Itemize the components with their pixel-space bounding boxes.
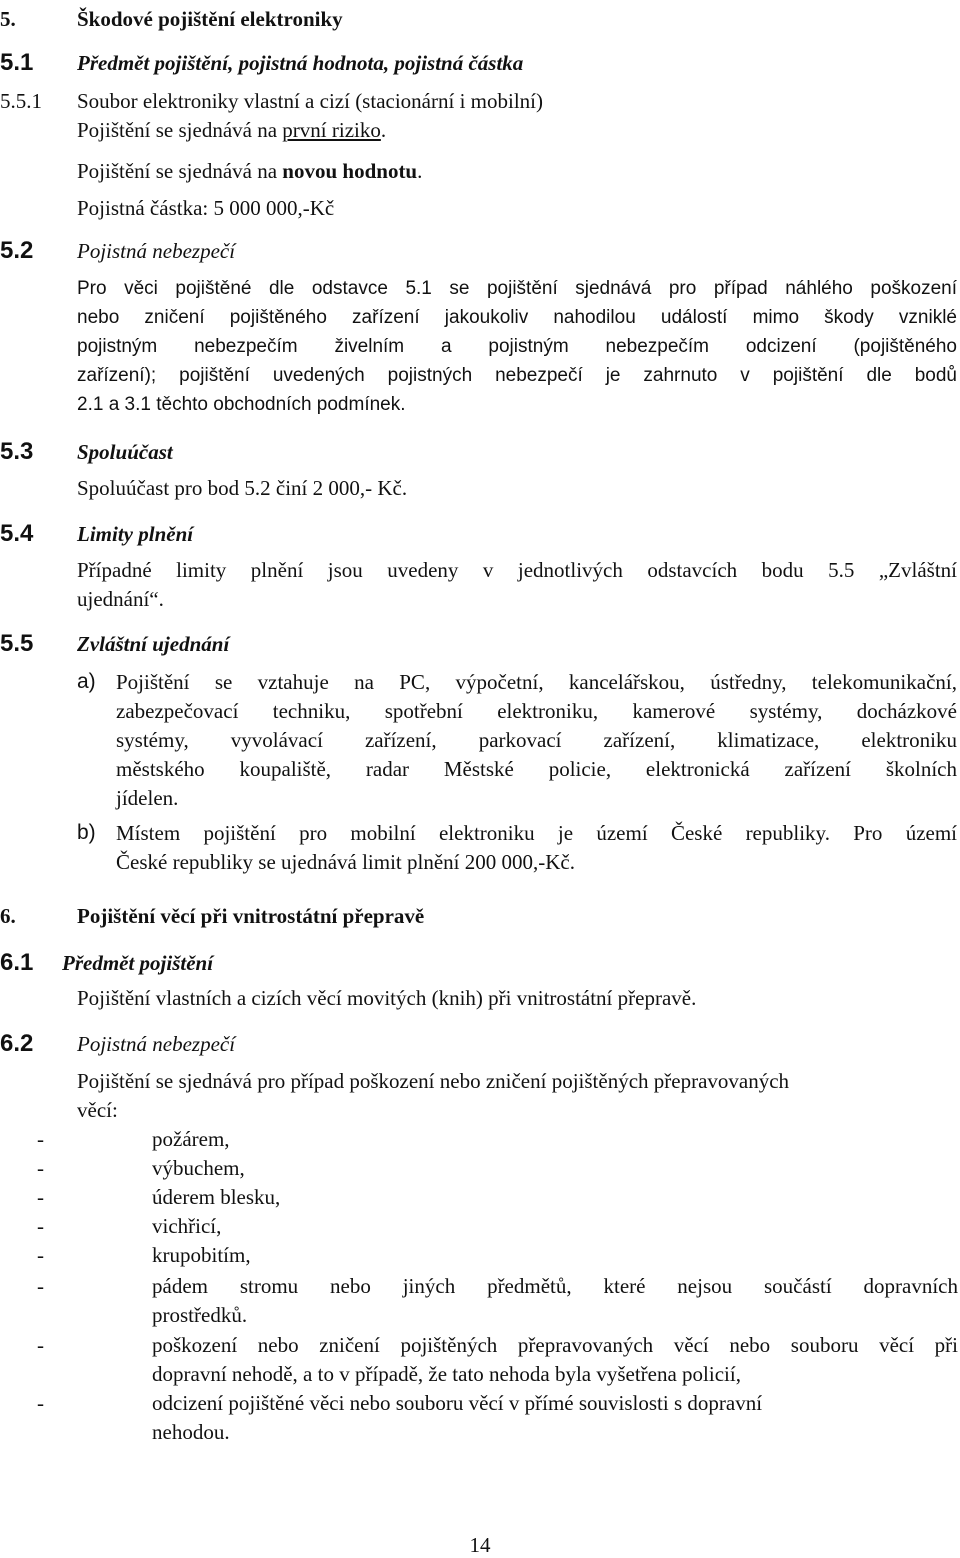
section-6-1-heading [0, 950, 213, 976]
section-number: 6.1 [0, 949, 34, 976]
section-title: Pojistná nebezpečí [77, 1032, 236, 1056]
section-number: 5.3 [0, 438, 34, 465]
paragraph-line: 2.1 a 3.1 těchto obchodních podmínek. [77, 394, 406, 415]
deductible-text: Spoluúčast pro bod 5.2 činí 2 000,- Kč. [77, 476, 408, 500]
paragraph-line: Pro věci pojištěné dle odstavce 5.1 se pojištění sjednává pro případ náhlého poškození [77, 278, 957, 299]
paragraph-line: nebo zničení pojištěného zařízení jakoukoliv nahodilou událostí mimo škody vzniklé [77, 307, 957, 328]
paragraph-line: pojistným nebezpečím živelním a pojistným nebezpečím odcizení (pojištěného [77, 336, 957, 357]
list-item: odcizení pojištěné věci nebo souboru věcí v přímé souvislosti s dopravní [152, 1391, 763, 1415]
section-5-heading [0, 6, 343, 32]
section-title: Spoluúčast [77, 440, 173, 464]
list-item: poškození nebo zničení pojištěných přepravovaných věcí nebo souboru věcí při [152, 1333, 958, 1357]
list-dash: - [37, 1127, 44, 1151]
new-value-bold: novou hodnotu [282, 159, 418, 183]
text: . [417, 159, 423, 183]
text: Pojištění se sjednává na [77, 159, 283, 183]
section-5-5-heading [0, 631, 229, 657]
section-title: Zvláštní ujednání [77, 632, 230, 656]
subsection-number: 5.5.1 [0, 89, 42, 113]
section-title: Škodové pojištění elektroniky [77, 7, 343, 31]
paragraph-line: Pojištění se vztahuje na PC, výpočetní, kancelářskou, ústředny, telekomunikační, [116, 670, 957, 694]
list-item: pádem stromu nebo jiných předmětů, které nejsou součástí dopravních [152, 1274, 958, 1298]
text: . [380, 118, 387, 142]
list-dash: - [37, 1333, 44, 1357]
paragraph-line: Pojištění se sjednává pro případ poškození nebo zničení pojištěných přepravovaných [77, 1069, 790, 1093]
item-letter: a) [77, 670, 96, 693]
subsection-title: Soubor elektroniky vlastní a cizí (stacionární i mobilní) [77, 89, 543, 113]
section-number: 6. [0, 904, 16, 928]
paragraph-line: městského koupaliště, radar Městské policie, elektronická zařízení školních [116, 757, 957, 781]
first-risk-underlined: první riziko [282, 118, 381, 142]
section-5-1-heading [0, 50, 523, 76]
subject-text: Pojištění vlastních a cizích věcí movitých (knih) při vnitrostátní přepravě. [77, 986, 697, 1010]
list-item: požárem, [152, 1127, 230, 1151]
page-number: 14 [469, 1533, 491, 1557]
paragraph-line: systémy, vyvolávací zařízení, parkovací zařízení, klimatizace, elektroniku [116, 728, 957, 752]
section-title: Limity plnění [77, 522, 194, 546]
section-title: Předmět pojištění [62, 951, 214, 975]
list-item-continuation: nehodou. [152, 1420, 230, 1444]
paragraph-line: věcí: [77, 1098, 118, 1122]
list-dash: - [37, 1391, 44, 1415]
section-number: 5.5 [0, 630, 34, 657]
section-title: Předmět pojištění, pojistná hodnota, pojistná částka [77, 51, 524, 75]
paragraph-line: Případné limity plnění jsou uvedeny v jednotlivých odstavcích bodu 5.5 „Zvláštní [77, 558, 957, 582]
paragraph-line: zabezpečovací techniku, spotřební elektroniku, kamerové systémy, docházkové [116, 699, 957, 723]
section-title: Pojistná nebezpečí [77, 239, 236, 263]
item-letter: b) [77, 821, 96, 844]
section-number: 5.1 [0, 49, 34, 76]
paragraph-line: ujednání“. [77, 587, 164, 611]
list-dash: - [37, 1274, 44, 1298]
list-dash: - [37, 1185, 44, 1209]
insured-sum-line: Pojistná částka: 5 000 000,-Kč [77, 196, 335, 220]
list-item: vichřicí, [152, 1214, 222, 1238]
section-6-2-heading [0, 1031, 235, 1057]
section-number: 5.4 [0, 520, 34, 547]
list-dash: - [37, 1156, 44, 1180]
section-5-2-heading [0, 238, 235, 264]
subsection-5-5-1-heading [0, 88, 543, 114]
list-item-continuation: prostředků. [152, 1303, 248, 1327]
paragraph-line [77, 117, 386, 143]
text: Pojištění se sjednává na [77, 118, 283, 142]
paragraph-line: jídelen. [116, 786, 179, 810]
paragraph-line [77, 158, 422, 184]
section-5-4-heading [0, 521, 193, 547]
section-number: 5.2 [0, 237, 34, 264]
section-6-heading [0, 903, 424, 929]
list-item: úderem blesku, [152, 1185, 281, 1209]
list-item: výbuchem, [152, 1156, 245, 1180]
list-dash: - [37, 1243, 44, 1267]
list-item-continuation: dopravní nehodě, a to v případě, že tato nehoda byla vyšetřena policií, [152, 1362, 741, 1386]
paragraph-line: České republiky se ujednává limit plnění 200 000,-Kč. [116, 850, 575, 874]
paragraph-line: zařízení); pojištění uvedených pojistných nebezpečí je zahrnuto v pojištění dle bodů [77, 365, 957, 386]
section-title: Pojištění věcí při vnitrostátní přepravě [77, 904, 425, 928]
list-item: krupobitím, [152, 1243, 251, 1267]
section-number: 5. [0, 7, 16, 31]
list-dash: - [37, 1214, 44, 1238]
section-number: 6.2 [0, 1030, 34, 1057]
section-5-3-heading [0, 439, 173, 465]
paragraph-line: Místem pojištění pro mobilní elektroniku je území České republiky. Pro území [116, 821, 957, 845]
